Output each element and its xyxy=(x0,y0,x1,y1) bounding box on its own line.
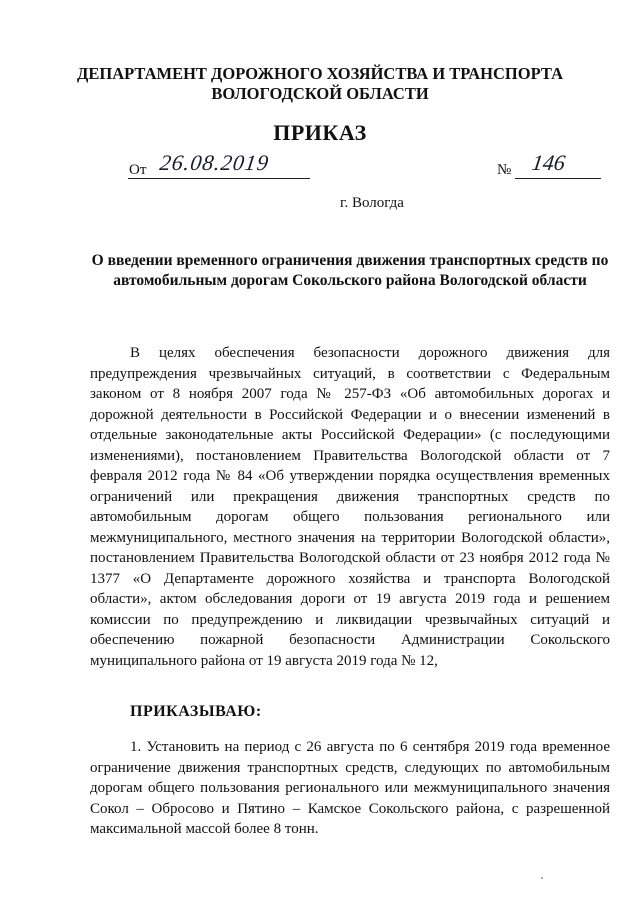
date-label: От xyxy=(129,162,147,178)
order-subject-line1: О введении временного ограничения движения транспортных средств по xyxy=(91,252,609,269)
handwritten-number: 146 xyxy=(530,150,567,175)
handwritten-date: 26.08.2019 xyxy=(158,150,271,175)
order-item-1: 1. Установить на период с 26 августа по 6 сентября 2019 года временное ограничение движения транспортных средств, следующих по автомобильным дорогам общего пользования регионального или межмуниципального значения Сокол – Обросово и Пятино – Камское Сокольского района, с разрешенной максимальной массой более 8 тонн. xyxy=(90,739,610,837)
city-line: г. Вологда xyxy=(340,195,404,211)
document-type-title: ПРИКАЗ xyxy=(273,120,367,145)
scan-speck xyxy=(541,877,543,879)
order-directive-heading: ПРИКАЗЫВАЮ: xyxy=(130,703,262,720)
preamble-paragraph: В целях обеспечения безопасности дорожного движения для предупреждения чрезвычайных ситуаций, в соответствии с Федеральным законом от 8 ноября 2007 года № 257-ФЗ «Об автомобильных дорогах и дорожной деятельности в Российской Федерации и о внесении изменений в отдельные законодательные акты Российской Федерации» (с последующими изменениями), постановлением Правительства Вологодской области от 7 февраля 2012 года № 84 «Об утверждении порядка осуществления временных ограничений или прекращения движения транспортных средств по автомобильным дорогам общего пользования регионального или межмуниципального, местного значения на территории Вологодской области», постановлением Правительства Вологодской области от 23 ноября 2012 года № 1377 «О Департаменте дорожного хозяйства и транспорта Вологодской области», актом обследования дороги от 19 августа 2019 года и решением комиссии по предупреждению и ликвидации чрезвычайных ситуаций и обеспечению пожарной безопасности Администрации Сокольского муниципального района от 19 августа 2019 года № 12, xyxy=(90,345,610,669)
number-label: № xyxy=(497,162,512,178)
order-subject xyxy=(90,251,610,291)
organization-header xyxy=(0,64,640,104)
organization-name-line1: ДЕПАРТАМЕНТ ДОРОЖНОГО ХОЗЯЙСТВА И ТРАНСПОРТА xyxy=(77,64,563,83)
order-subject-line2: автомобильным дорогам Сокольского района Вологодской области xyxy=(113,272,587,289)
number-underline xyxy=(515,178,601,179)
date-underline xyxy=(128,178,310,179)
organization-name-line2: ВОЛОГОДСКОЙ ОБЛАСТИ xyxy=(211,84,429,103)
date-number-row xyxy=(0,150,640,182)
